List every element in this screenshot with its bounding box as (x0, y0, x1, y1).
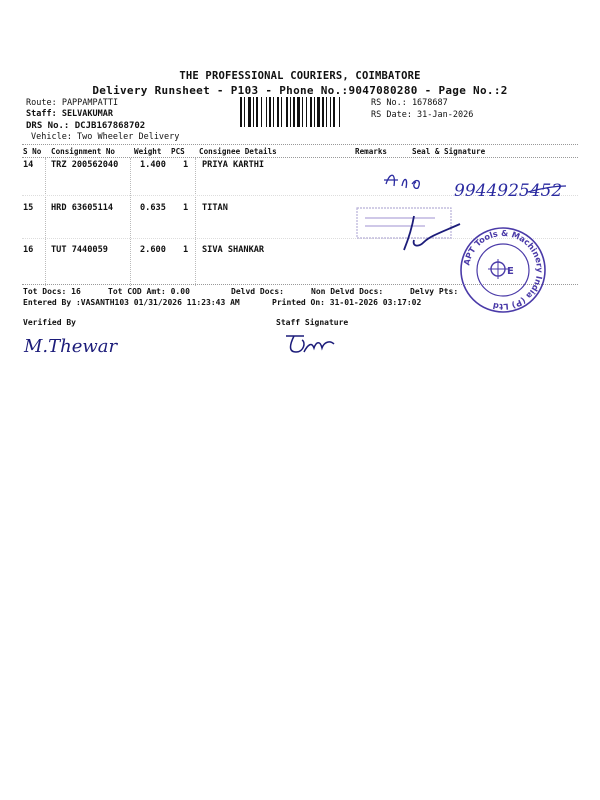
col-weight: Weight (134, 147, 162, 156)
row-pcs: 1 (183, 160, 189, 170)
company-stamp (458, 225, 548, 315)
col-remarks: Remarks (355, 147, 388, 156)
row-weight: 2.600 (140, 245, 166, 255)
vehicle-label: Vehicle: Two Wheeler Delivery (31, 132, 180, 142)
row-consignee: SIVA SHANKAR (202, 245, 265, 255)
non-delvd-docs: Non Delvd Docs: (311, 287, 384, 296)
column-guide (130, 158, 131, 286)
printed-on: Printed On: 31-01-2026 03:17:02 (272, 298, 422, 307)
row-sno: 14 (23, 160, 34, 170)
staff-label: Staff: SELVAKUMAR (26, 109, 113, 119)
row-consignment: TRZ 200562040 (51, 160, 119, 170)
drs-number: DRS No.: DCJB167868702 (26, 121, 146, 131)
col-sno: S No (23, 147, 42, 156)
svg-text:M.Thewar: M.Thewar (24, 336, 118, 357)
column-guide (45, 158, 46, 286)
col-seal: Seal & Signature (412, 147, 486, 156)
row-pcs: 1 (183, 203, 189, 213)
verified-by-label: Verified By (23, 318, 76, 327)
staff-signature (282, 330, 342, 358)
table-top-rule (22, 144, 578, 145)
barcode (240, 97, 366, 127)
col-pcs: PCS (171, 147, 185, 156)
rs-date: RS Date: 31-Jan-2026 (371, 110, 474, 120)
col-consignment: Consignment No (51, 147, 116, 156)
entered-by: Entered By :VASANTH103 01/31/2026 11:23:43 AM (23, 298, 240, 307)
row-weight: 1.400 (140, 160, 166, 170)
delvd-docs: Delvd Docs: (231, 287, 284, 296)
row-weight: 0.635 (140, 203, 166, 213)
rs-number: RS No.: 1678687 (371, 98, 448, 108)
svg-text:9944925452: 9944925452 (454, 181, 563, 201)
row-consignment: TUT 7440059 (51, 245, 108, 255)
row-consignee: TITAN (202, 203, 228, 213)
delvy-pts: Delvy Pts: (410, 287, 459, 296)
col-consignee: Consignee Details (199, 147, 277, 156)
row-consignment: HRD 63605114 (51, 203, 114, 213)
table-header-rule (22, 157, 578, 158)
svg-text:APT Tools & Machinery India (P: APT Tools & Machinery India (P) Ltd (461, 227, 546, 313)
staff-signature-label: Staff Signature (276, 318, 349, 327)
tot-cod-amt: Tot COD Amt: 0.00 (108, 287, 190, 296)
row-pcs: 1 (183, 245, 189, 255)
route-label: Route: PAPPAMPATTI (26, 98, 119, 108)
row-sno: 15 (23, 203, 34, 213)
tot-docs: Tot Docs: 16 (23, 287, 81, 296)
row-consignee: PRIYA KARTHI (202, 160, 265, 170)
column-guide (195, 158, 196, 286)
svg-text:E: E (507, 266, 514, 277)
runsheet-title: Delivery Runsheet - P103 - Phone No.:9047080280 - Page No.:2 (92, 84, 508, 97)
verifier-signature (20, 330, 150, 362)
row-sno: 16 (23, 245, 34, 255)
company-title: THE PROFESSIONAL COURIERS, COIMBATORE (179, 70, 421, 82)
